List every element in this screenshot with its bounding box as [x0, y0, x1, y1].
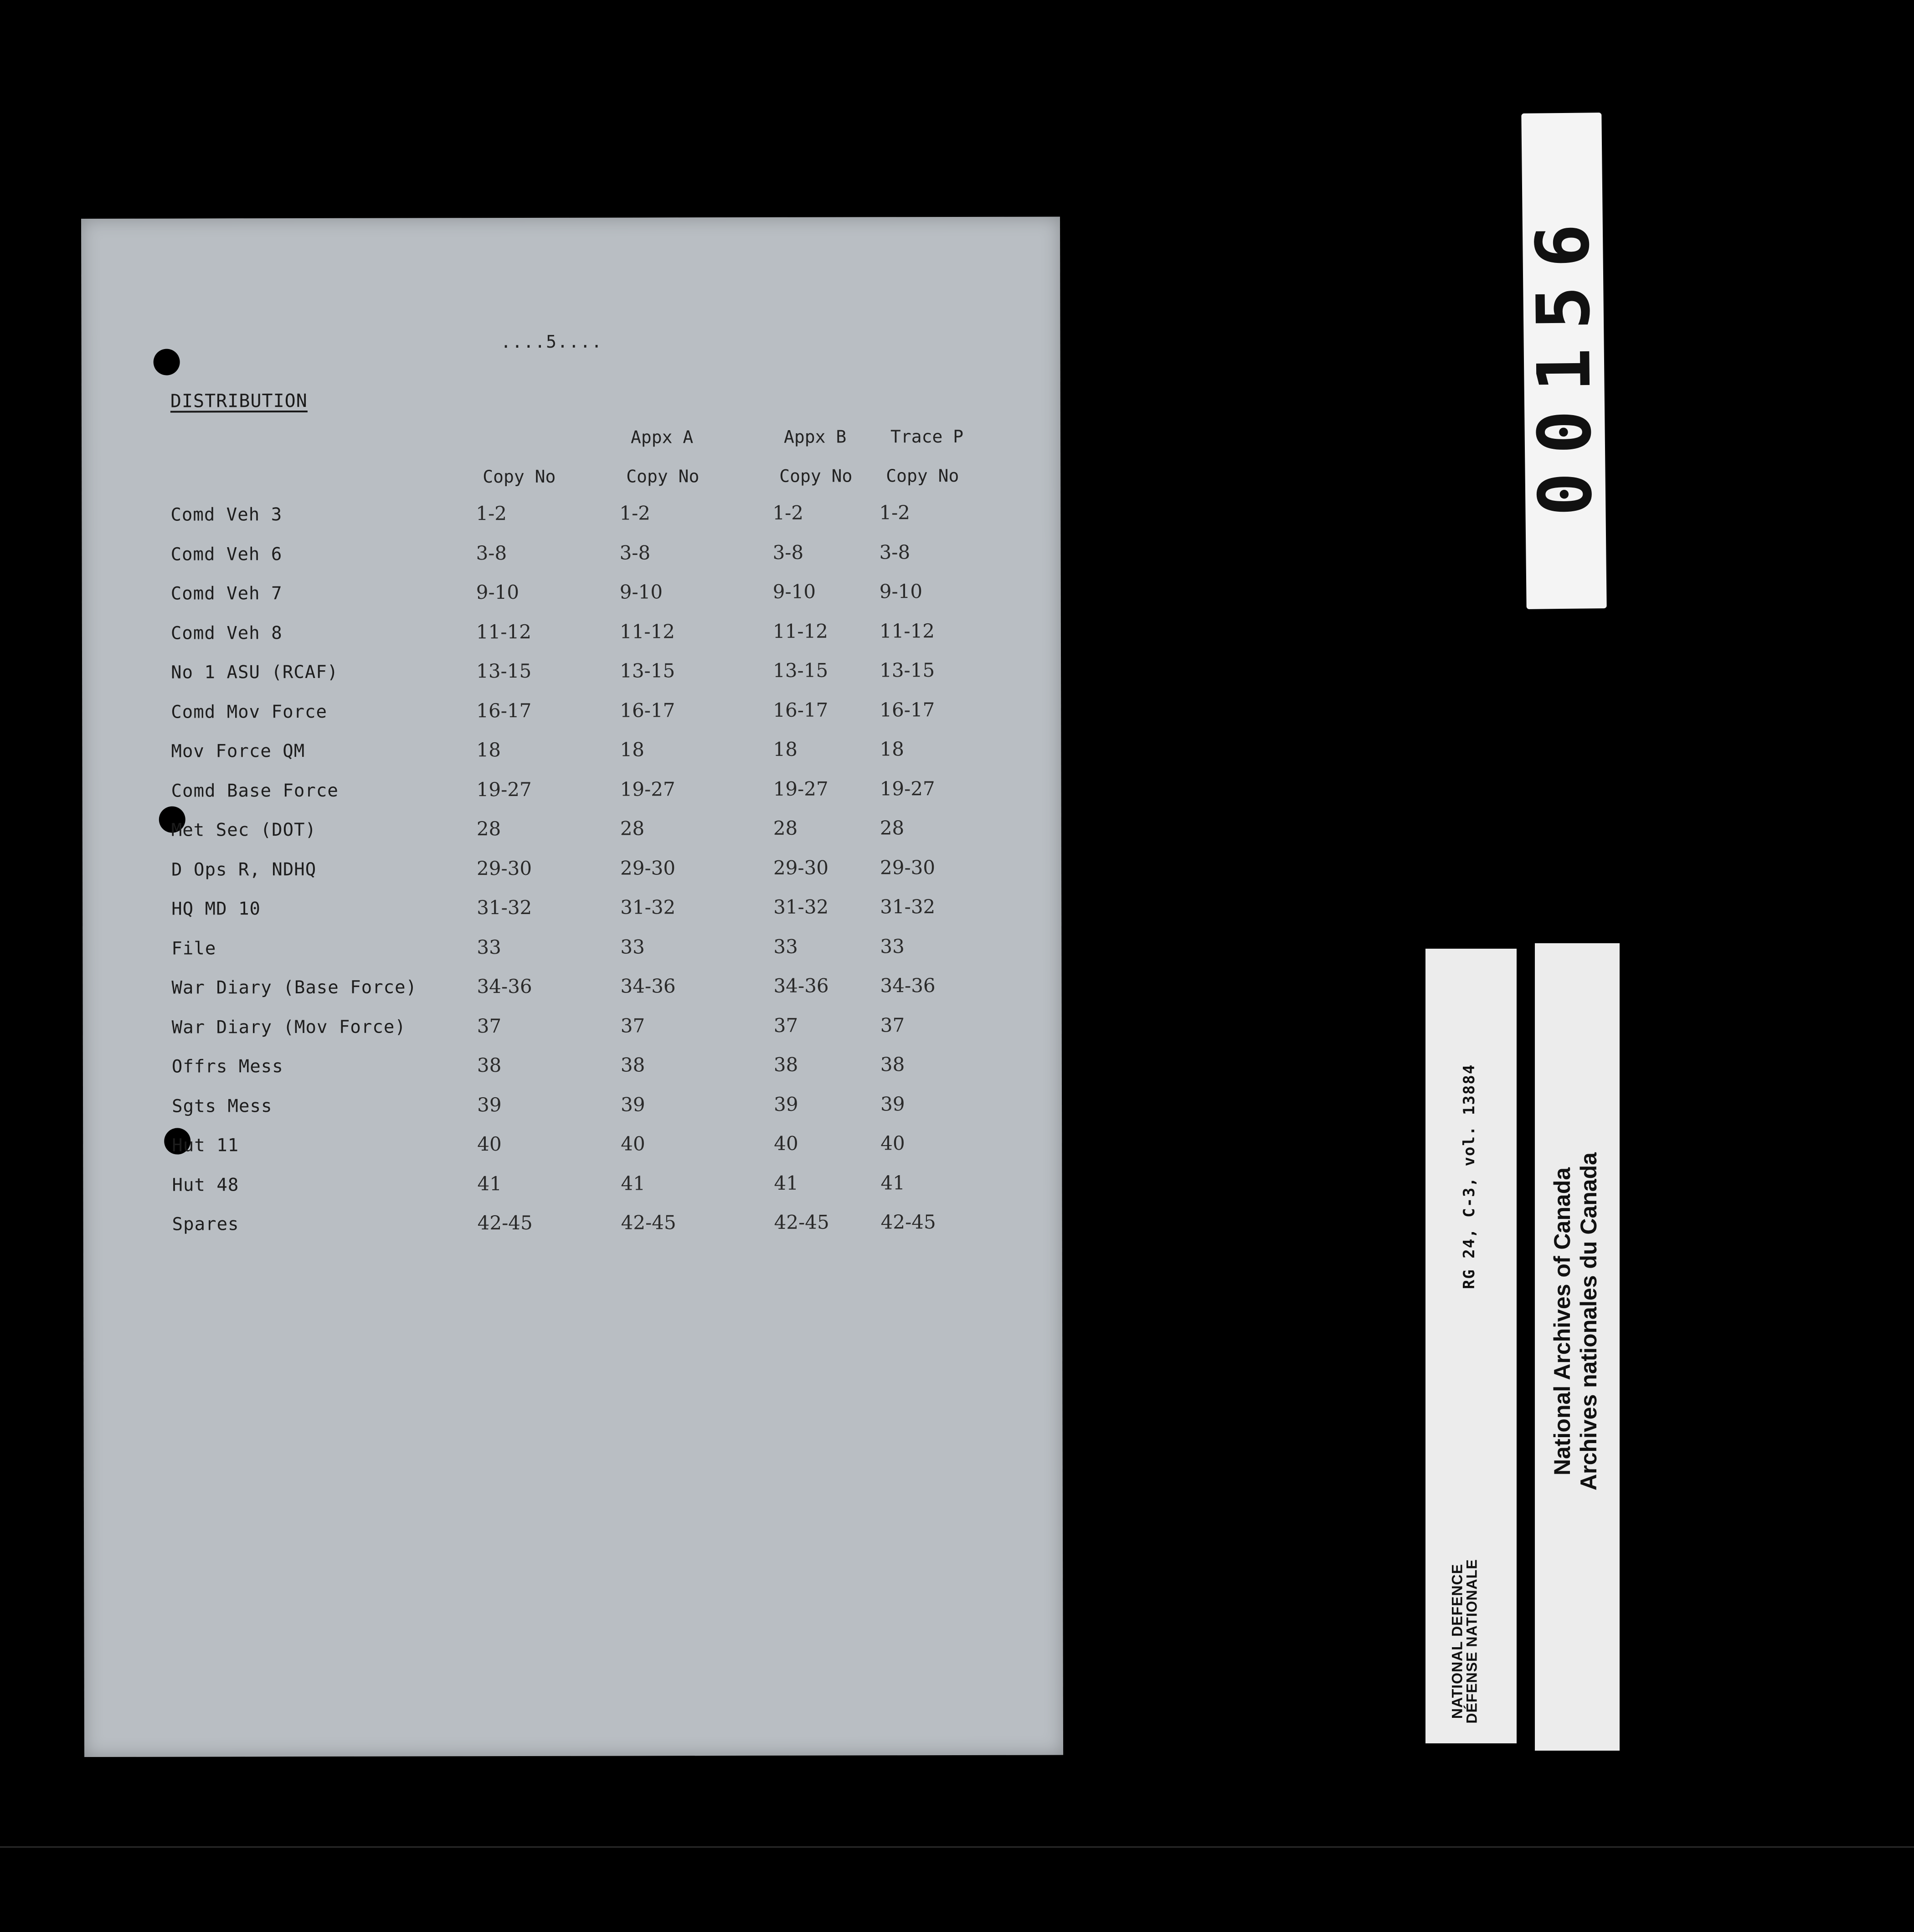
- copy-number-cell: 42-45: [477, 1211, 533, 1234]
- copy-number-cell: 18: [620, 738, 644, 761]
- archives-name-label: [1535, 943, 1620, 1751]
- copy-number-cell: 13-15: [880, 659, 935, 682]
- copy-number-cell: 39: [477, 1093, 502, 1116]
- column-heading-copy-no: Copy No: [626, 466, 700, 487]
- copy-number-cell: 40: [621, 1132, 645, 1155]
- copy-number-cell: 16-17: [880, 698, 935, 721]
- column-heading-top: Appx B: [783, 426, 847, 447]
- copy-number-cell: 1-2: [772, 501, 804, 524]
- copy-number-cell: 38: [620, 1053, 645, 1076]
- copy-number-cell: 33: [880, 935, 905, 957]
- column-heading-top: Trace P: [890, 426, 964, 447]
- copy-number-cell: 1-2: [476, 502, 507, 525]
- recipient-label: Sgts Mess: [172, 1095, 273, 1117]
- copy-number-cell: 41: [774, 1172, 798, 1194]
- copy-number-cell: 41: [880, 1171, 905, 1194]
- copy-number-cell: 18: [880, 738, 904, 760]
- copy-number-cell: 16-17: [773, 699, 828, 721]
- copy-number-cell: 37: [477, 1014, 502, 1037]
- department-english: NATIONAL DEFENCE: [1449, 1563, 1466, 1719]
- recipient-label: Spares: [172, 1214, 239, 1235]
- copy-number-cell: 42-45: [621, 1211, 676, 1234]
- copy-number-cell: 34-36: [880, 974, 936, 997]
- copy-number-cell: 19-27: [773, 777, 828, 800]
- copy-number-cell: 37: [880, 1013, 905, 1036]
- recipient-label: Hut 48: [172, 1174, 239, 1196]
- copy-number-cell: 38: [477, 1054, 502, 1077]
- copy-number-cell: 33: [477, 935, 501, 958]
- copy-number-cell: 42-45: [774, 1211, 829, 1233]
- recipient-label: No 1 ASU (RCAF): [171, 662, 339, 683]
- copy-number-cell: 37: [620, 1014, 645, 1037]
- copy-number-cell: 42-45: [880, 1211, 936, 1233]
- archive-reference: RG 24, C-3, vol. 13884: [1460, 1064, 1478, 1290]
- copy-number-cell: 29-30: [773, 856, 829, 879]
- copy-number-cell: 13-15: [476, 659, 532, 683]
- copy-number-cell: 31-32: [880, 895, 936, 918]
- archives-name-english: National Archives of Canada: [1549, 1167, 1575, 1476]
- recipient-label: File: [171, 938, 216, 959]
- copy-number-cell: 38: [773, 1053, 798, 1076]
- copy-number-cell: 29-30: [476, 857, 532, 879]
- copy-number-cell: 1-2: [879, 501, 911, 524]
- column-heading-copy-no: Copy No: [483, 466, 556, 487]
- copy-number-cell: 13-15: [620, 659, 675, 682]
- column-heading-copy-no: Copy No: [779, 466, 853, 486]
- copy-number-cell: 29-30: [620, 856, 676, 879]
- copy-number-cell: 37: [773, 1014, 798, 1037]
- copy-number-cell: 31-32: [477, 896, 532, 919]
- recipient-label: Comd Mov Force: [171, 701, 328, 723]
- column-heading-copy-no: Copy No: [886, 465, 959, 486]
- copy-number-cell: 9-10: [772, 580, 816, 603]
- recipient-label: War Diary (Mov Force): [171, 1017, 406, 1038]
- recipient-label: Comd Veh 3: [170, 504, 283, 525]
- copy-number-cell: 34-36: [773, 974, 829, 997]
- copy-number-cell: 19-27: [620, 777, 675, 801]
- copy-number-cell: 18: [476, 739, 501, 761]
- document-sheet: [81, 217, 1063, 1757]
- copy-number-cell: 9-10: [619, 581, 663, 603]
- copy-number-cell: 11-12: [476, 620, 532, 643]
- copy-number-cell: 28: [773, 817, 798, 839]
- copy-number-cell: 13-15: [773, 659, 828, 682]
- copy-number-cell: 41: [621, 1172, 645, 1195]
- copy-number-cell: 16-17: [620, 699, 675, 722]
- copy-number-cell: 3-8: [879, 540, 911, 563]
- copy-number-cell: 9-10: [476, 581, 520, 604]
- recipient-label: Comd Veh 8: [170, 622, 283, 644]
- copy-number-cell: 39: [880, 1092, 905, 1115]
- copy-number-cell: 40: [774, 1132, 798, 1155]
- copy-number-cell: 33: [620, 935, 645, 958]
- recipient-label: Mov Force QM: [171, 740, 305, 762]
- copy-number-cell: 3-8: [772, 541, 804, 564]
- copy-number-cell: 41: [477, 1172, 502, 1195]
- scan-edge-line: [0, 1846, 1914, 1848]
- copy-number-cell: 16-17: [476, 699, 532, 722]
- copy-number-cell: 11-12: [619, 620, 675, 643]
- copy-number-cell: 29-30: [880, 856, 936, 879]
- copy-number-cell: 28: [476, 817, 501, 840]
- recipient-label: HQ MD 10: [171, 899, 261, 920]
- copy-number-cell: 18: [773, 738, 798, 760]
- recipient-label: Comd Veh 7: [170, 583, 283, 604]
- recipient-label: Offrs Mess: [171, 1056, 283, 1077]
- frame-number-strip: [1519, 113, 1609, 609]
- column-heading-top: Appx A: [630, 427, 694, 447]
- copy-number-cell: 39: [621, 1093, 645, 1116]
- copy-number-cell: 31-32: [620, 896, 676, 919]
- recipient-label: Met Sec (DOT): [171, 819, 317, 841]
- recipient-label: Hut 11: [172, 1135, 239, 1156]
- copy-number-cell: 39: [774, 1093, 798, 1115]
- recipient-label: War Diary (Base Force): [171, 977, 417, 998]
- copy-number-cell: 40: [477, 1133, 502, 1156]
- copy-number-cell: 1-2: [619, 502, 651, 524]
- copy-number-cell: 34-36: [620, 975, 676, 997]
- copy-number-cell: 31-32: [773, 895, 829, 918]
- copy-number-cell: 19-27: [880, 777, 935, 800]
- recipient-label: D Ops R, NDHQ: [171, 859, 317, 880]
- copy-number-cell: 28: [620, 817, 645, 840]
- copy-number-cell: 38: [880, 1053, 905, 1076]
- copy-number-cell: 9-10: [879, 580, 923, 603]
- copy-number-cell: 34-36: [477, 975, 532, 998]
- frame-number: 00156: [1519, 205, 1609, 517]
- copy-number-cell: 11-12: [772, 620, 828, 642]
- punch-hole-top: [154, 349, 180, 375]
- recipient-label: Comd Veh 6: [170, 544, 283, 565]
- copy-number-cell: 11-12: [879, 619, 935, 642]
- page-number: ....5....: [500, 331, 603, 352]
- copy-number-cell: 28: [880, 817, 905, 839]
- copy-number-cell: 33: [773, 935, 798, 958]
- copy-number-cell: 3-8: [476, 541, 507, 564]
- archive-reference-label: [1425, 949, 1517, 1743]
- distribution-heading: DISTRIBUTION: [170, 390, 308, 412]
- copy-number-cell: 19-27: [476, 778, 532, 801]
- recipient-label: Comd Base Force: [171, 780, 339, 802]
- copy-number-cell: 40: [880, 1132, 905, 1155]
- department-french: DÉFENSE NATIONALE: [1463, 1559, 1480, 1724]
- archives-name-french: Archives nationales du Canada: [1576, 1152, 1601, 1490]
- copy-number-cell: 3-8: [619, 541, 651, 564]
